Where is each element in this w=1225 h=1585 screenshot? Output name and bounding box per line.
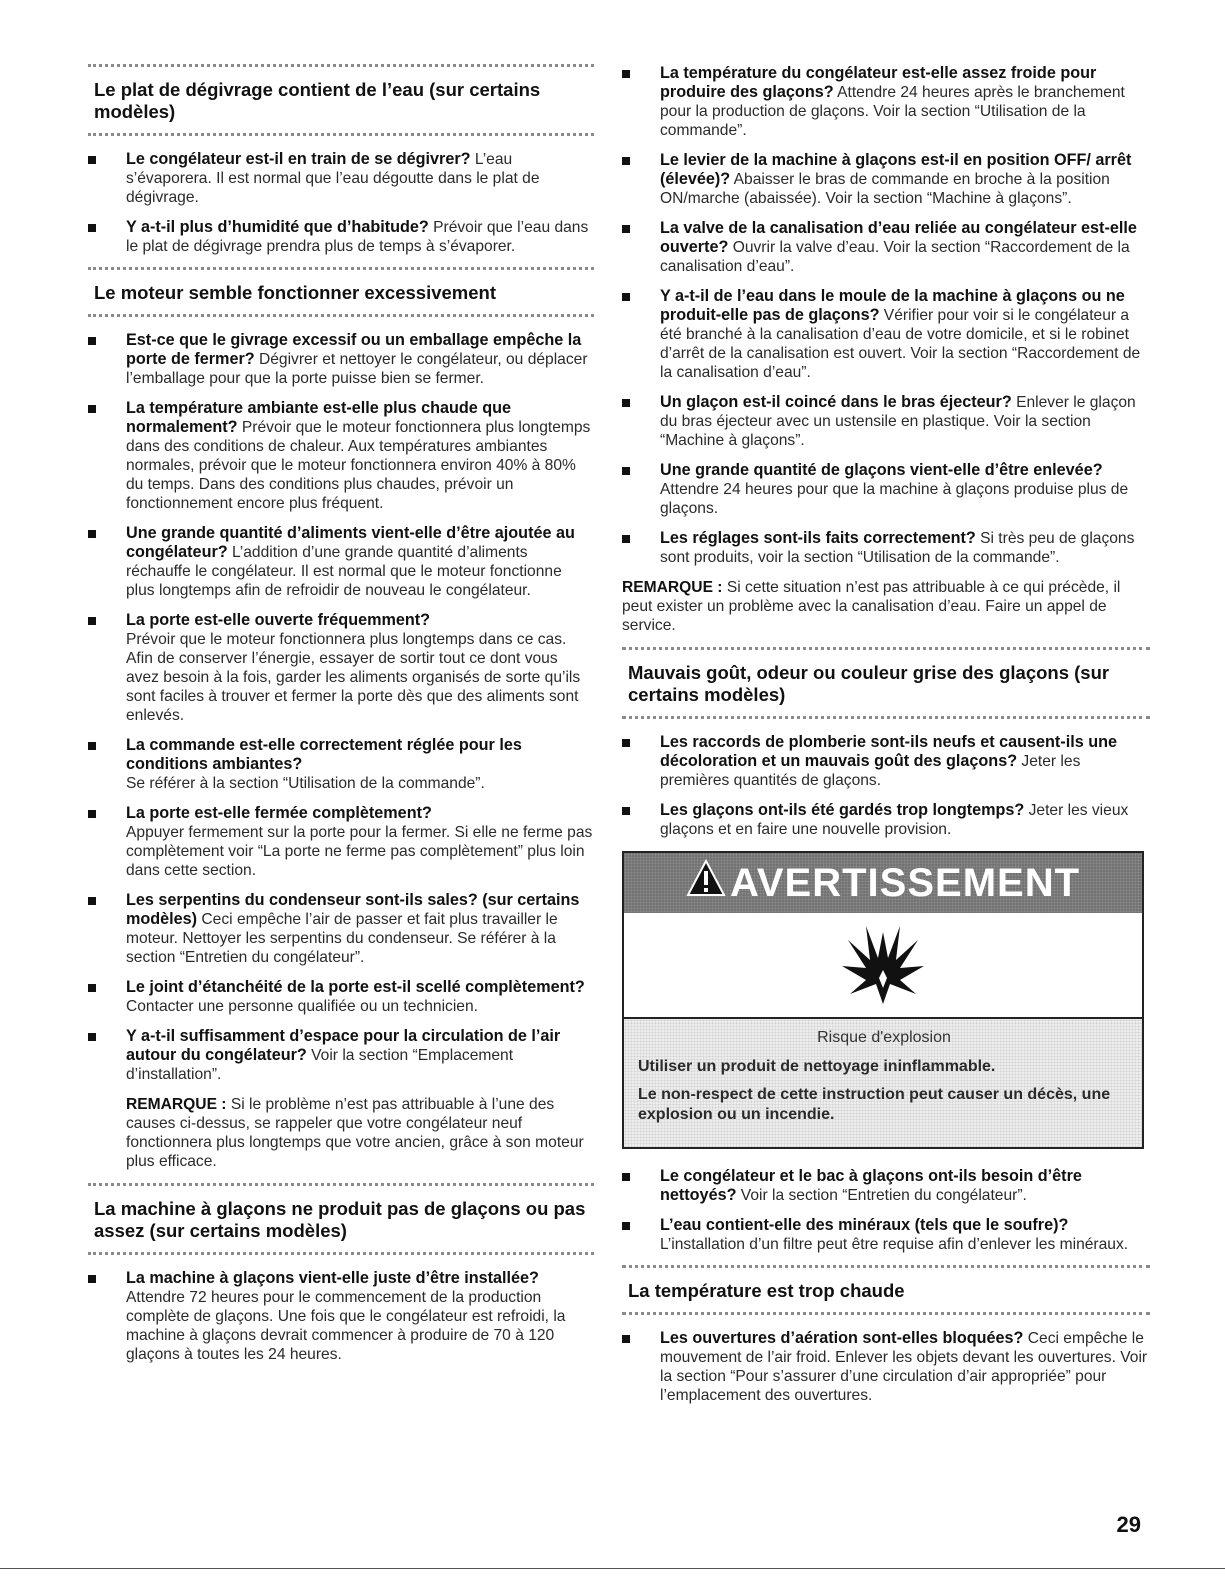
bullet-icon xyxy=(88,742,96,750)
ice-maker-list-continued xyxy=(622,64,1150,567)
list-item: Une grande quantité de glaçons vient-elle d’être enlevée? Attendre 24 heures pour que la machine à glaçons produise plus de glaçons. xyxy=(622,461,1150,518)
list-item: La porte est-elle ouverte fréquemment? Prévoir que le moteur fonctionnera plus longtemps dans ce cas. Afin de conserver l’énergie, essayer de sortir tout ce dont vous avez besoin à la fois, garder les aliments organisés de sorte qu’ils sont faciles à trouver et fermer la porte dès que des aliments sont enlevés. xyxy=(88,611,594,725)
motor-list xyxy=(88,331,594,1084)
ice-taste-list xyxy=(622,733,1150,839)
temperature-list xyxy=(622,1329,1150,1405)
left-column xyxy=(88,64,594,1375)
bullet-icon xyxy=(88,530,96,538)
warning-body xyxy=(624,1019,1142,1147)
list-item: Y a-t-il plus d’humidité que d’habitude? Prévoir que l’eau dans le plat de dégivrage prendra plus de temps à s’évaporer. xyxy=(88,218,594,256)
list-item: La valve de la canalisation d’eau reliée au congélateur est-elle ouverte? Ouvrir la valve d’eau. Voir la section “Raccordement de la canalisation d’eau”. xyxy=(622,219,1150,276)
warning-symbol-area xyxy=(624,913,1142,1019)
bullet-icon xyxy=(622,293,630,301)
ice-taste-list-continued xyxy=(622,1167,1150,1254)
motor-note: REMARQUE : Si le problème n’est pas attribuable à l’une des causes ci-dessus, se rappeler que votre congélateur neuf fonctionnera plus longtemps que votre ancien, grâce à son moteur plus efficace. xyxy=(126,1096,584,1170)
bullet-icon xyxy=(88,897,96,905)
bullet-icon xyxy=(622,1222,630,1230)
warning-box xyxy=(622,851,1144,1149)
warning-banner: AVERTISSEMENT xyxy=(624,853,1142,913)
list-item: Le congélateur est-il en train de se dégivrer? L’eau s’évaporera. Il est normal que l’eau dégoutte dans le plat de dégivrage. xyxy=(88,150,594,207)
list-item: Y a-t-il suffisamment d’espace pour la circulation de l’air autour du congélateur? Voir la section “Emplacement d’installation”. xyxy=(88,1027,594,1084)
bullet-icon xyxy=(88,810,96,818)
explosion-icon xyxy=(838,918,928,1013)
warning-title: Risque d'explosion xyxy=(817,1029,951,1046)
bullet-icon xyxy=(622,1173,630,1181)
right-column xyxy=(622,64,1150,1416)
list-item: Le congélateur et le bac à glaçons ont-ils besoin d’être nettoyés? Voir la section “Entretien du congélateur”. xyxy=(622,1167,1150,1205)
bullet-icon xyxy=(622,807,630,815)
bullet-icon xyxy=(88,224,96,232)
bullet-icon xyxy=(622,467,630,475)
bullet-icon xyxy=(88,405,96,413)
ice-maker-note: REMARQUE : Si cette situation n’est pas attribuable à ce qui précède, il peut exister un problème avec la canalisation d’eau. Faire un appel de service. xyxy=(622,579,1121,634)
list-item: Les ouvertures d’aération sont-elles bloquées? Ceci empêche le mouvement de l’air froid. Enlever les objets devant les ouvertures. Voir la section “Pour s’assurer d’une circulation d’air appropriée” pour l’emplacement des ouvertures. xyxy=(622,1329,1150,1405)
list-item: La température ambiante est-elle plus chaude que normalement? Prévoir que le moteur fonctionnera plus longtemps dans des conditions de chaleur. Aux températures ambiantes normales, prévoir que le moteur fonctionnera environ 40% à 80% du temps. Dans des conditions plus chaudes, prévoir un fonctionnement encore plus fréquent. xyxy=(88,399,594,513)
list-item: Est-ce que le givrage excessif ou un emballage empêche la porte de fermer? Dégivrer et nettoyer le congélateur, ou déplacer l’emballage pour que la porte puisse bien se fermer. xyxy=(88,331,594,388)
section-heading-ice-taste: Mauvais goût, odeur ou couleur grise des glaçons (sur certains modèles) xyxy=(622,647,1150,719)
section-heading-defrost-pan: Le plat de dégivrage contient de l’eau (sur certains modèles) xyxy=(88,64,594,136)
bullet-icon xyxy=(622,70,630,78)
warning-triangle-icon xyxy=(686,859,726,907)
bullet-icon xyxy=(622,739,630,747)
page-number: 29 xyxy=(1116,1512,1141,1537)
bullet-icon xyxy=(88,1033,96,1041)
list-item: La machine à glaçons vient-elle juste d’être installée? Attendre 72 heures pour le commencement de la production complète de glaçons. Une fois que le congélateur est refroidi, la machine à glaçons devrait commencer à produire de 70 à 120 glaçons à toutes les 24 heures. xyxy=(88,1269,594,1364)
list-item: Les serpentins du condenseur sont-ils sales? (sur certains modèles) Ceci empêche l’air de passer et fait plus travailler le moteur. Nettoyer les serpentins du condenseur. Se référer à la section “Entretien du congélateur”. xyxy=(88,891,594,967)
bullet-icon xyxy=(88,1275,96,1283)
bullet-icon xyxy=(88,337,96,345)
list-item: La température du congélateur est-elle assez froide pour produire des glaçons? Attendre 24 heures après le branchement pour la production de glaçons. Voir la section “Utilisation de la commande”. xyxy=(622,64,1150,140)
bullet-icon xyxy=(88,156,96,164)
list-item: Les réglages sont-ils faits correctement? Si très peu de glaçons sont produits, voir la section “Utilisation de la commande”. xyxy=(622,529,1150,567)
bullet-icon xyxy=(622,225,630,233)
list-item: L’eau contient-elle des minéraux (tels que le soufre)? L’installation d’un filtre peut être requise afin d’enlever les minéraux. xyxy=(622,1216,1150,1254)
bottom-rule xyxy=(0,1568,1225,1569)
bullet-icon xyxy=(622,157,630,165)
list-item: Y a-t-il de l’eau dans le moule de la machine à glaçons ou ne produit-elle pas de glaçons? Vérifier pour voir si le congélateur a été branché à la canalisation d’eau de votre domicile, et si le robinet d’arrêt de la canalisation est ouvert. Voir la section “Raccordement de la canalisation d’eau”. xyxy=(622,287,1150,382)
list-item: Le joint d’étanchéité de la porte est-il scellé complètement? Contacter une personne qualifiée ou un technicien. xyxy=(88,978,594,1016)
list-item: Les glaçons ont-ils été gardés trop longtemps? Jeter les vieux glaçons et en faire une nouvelle provision. xyxy=(622,801,1150,839)
ice-maker-list xyxy=(88,1269,594,1364)
bullet-icon xyxy=(622,1335,630,1343)
warning-consequence: Le non-respect de cette instruction peut causer un décès, une explosion ou un incendie. xyxy=(638,1086,1111,1123)
defrost-pan-list xyxy=(88,150,594,256)
section-heading-motor: Le moteur semble fonctionner excessivement xyxy=(88,267,594,317)
bullet-icon xyxy=(88,617,96,625)
list-item: La porte est-elle fermée complètement? Appuyer fermement sur la porte pour la fermer. Si elle ne ferme pas complètement voir “La porte ne ferme pas complètement” plus loin dans cette section. xyxy=(88,804,594,880)
list-item: La commande est-elle correctement réglée pour les conditions ambiantes? Se référer à la section “Utilisation de la commande”. xyxy=(88,736,594,793)
warning-instruction: Utiliser un produit de nettoyage ininflammable. xyxy=(638,1058,996,1075)
bullet-icon xyxy=(88,984,96,992)
bullet-icon xyxy=(622,535,630,543)
section-heading-temperature: La température est trop chaude xyxy=(622,1265,1150,1315)
list-item: Une grande quantité d’aliments vient-elle d’être ajoutée au congélateur? L’addition d’une grande quantité d’aliments réchauffe le congélateur. Il est normal que le moteur fonctionne plus longtemps afin de refroidir de nouveau le congélateur. xyxy=(88,524,594,600)
list-item: Les raccords de plomberie sont-ils neufs et causent-ils une décoloration et un mauvais goût des glaçons? Jeter les premières quantités de glaçons. xyxy=(622,733,1150,790)
section-heading-ice-maker: La machine à glaçons ne produit pas de glaçons ou pas assez (sur certains modèles) xyxy=(88,1183,594,1255)
list-item: Un glaçon est-il coincé dans le bras éjecteur? Enlever le glaçon du bras éjecteur avec un ustensile en plastique. Voir la section “Machine à glaçons”. xyxy=(622,393,1150,450)
list-item: Le levier de la machine à glaçons est-il en position OFF/ arrêt (élevée)? Abaisser le bras de commande en broche à la position ON/marche (abaissée). Voir la section “Machine à glaçons”. xyxy=(622,151,1150,208)
bullet-icon xyxy=(622,399,630,407)
